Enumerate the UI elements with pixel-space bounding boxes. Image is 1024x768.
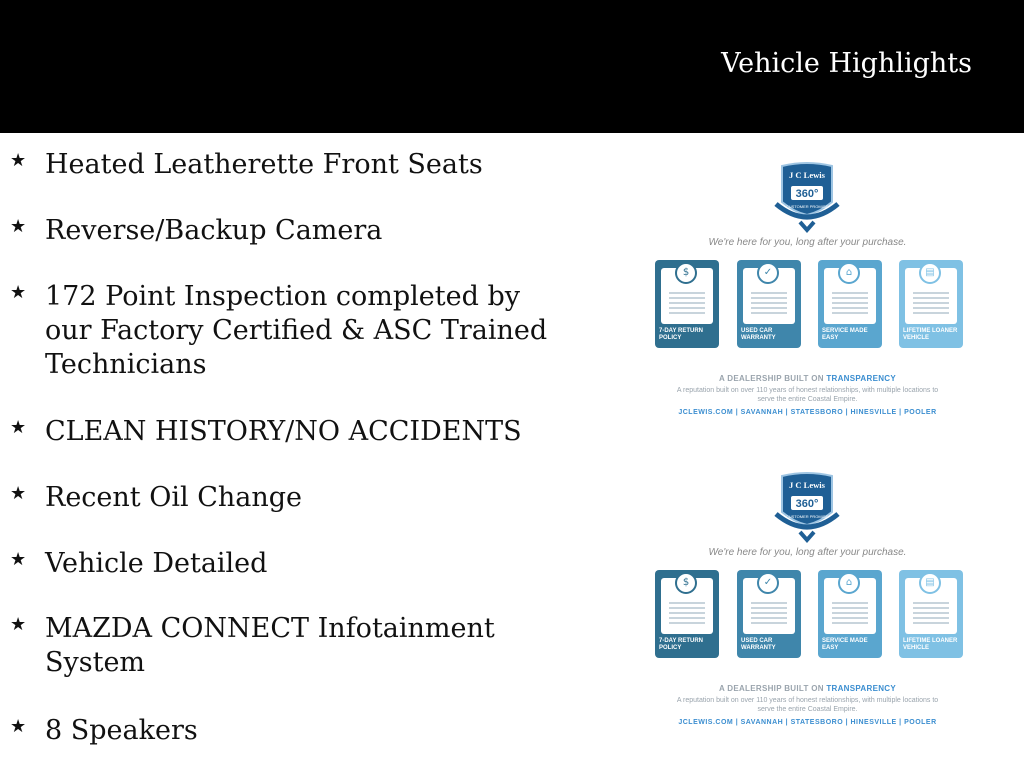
dollar-icon: $	[675, 262, 697, 284]
card-label: USED CAR	[741, 638, 773, 644]
card-label: POLICY	[659, 645, 682, 651]
card-label: WARRANTY	[741, 645, 776, 651]
logo-caption-text: CUSTOMER PROMISE	[785, 514, 829, 519]
promise-slogan: We're here for you, long after your purchase.	[708, 237, 907, 248]
promise-card-return	[655, 260, 719, 348]
star-icon: ★	[10, 549, 27, 570]
highlight-text: 172 Point Inspection completed by our Factory Certified & ASC Trained Technicians	[45, 281, 548, 380]
star-icon: ★	[10, 716, 27, 737]
card-label: VEHICLE	[903, 335, 930, 341]
promise-subtext: A reputation built on over 110 years of honest relationships, with multiple locations to serve the entire Coastal Empire.	[676, 697, 939, 713]
card-label: LIFETIME LOANER	[903, 638, 958, 644]
promise-website: JCLEWIS.COM | SAVANNAH | STATESBORO | HINESVILLE | POOLER	[678, 409, 937, 416]
highlight-text: CLEAN HISTORY/NO ACCIDENTS	[45, 416, 522, 447]
card-label: WARRANTY	[741, 335, 776, 341]
card-label: USED CAR	[741, 328, 773, 334]
dollar-icon: $	[675, 572, 697, 594]
highlight-text: Recent Oil Change	[45, 482, 303, 513]
logo-360-text: 360°	[795, 498, 819, 510]
promise-heading: A DEALERSHIP BUILT ON TRANSPARENCY	[718, 684, 897, 693]
house-icon: ⌂	[838, 262, 860, 284]
header-bar	[0, 0, 1024, 133]
promise-card-loaner	[899, 570, 963, 658]
highlight-text: Vehicle Detailed	[45, 548, 268, 579]
document-icon: ▤	[919, 262, 941, 284]
checkmark-icon: ✓	[757, 262, 779, 284]
customer-promise-graphic	[650, 160, 965, 425]
card-label: 7-DAY RETURN	[659, 638, 704, 644]
star-icon: ★	[10, 216, 27, 237]
promise-card-service	[818, 260, 882, 348]
promise-heading: A DEALERSHIP BUILT ON TRANSPARENCY	[718, 374, 897, 383]
promise-card-service	[818, 570, 882, 658]
page-title: Vehicle Highlights	[721, 48, 972, 79]
checkmark-icon: ✓	[757, 572, 779, 594]
star-icon: ★	[10, 614, 27, 635]
logo-brand-text: J C Lewis	[789, 480, 825, 490]
logo-caption-text: CUSTOMER PROMISE	[785, 204, 829, 209]
highlight-text: Heated Leatherette Front Seats	[45, 149, 483, 180]
card-label: POLICY	[659, 335, 682, 341]
logo-360-text: 360°	[795, 188, 819, 200]
document-icon: ▤	[919, 572, 941, 594]
promise-card-loaner	[899, 260, 963, 348]
promise-card-warranty	[737, 570, 801, 658]
promise-website: JCLEWIS.COM | SAVANNAH | STATESBORO | HINESVILLE | POOLER	[678, 719, 937, 726]
jc-lewis-360-logo	[650, 470, 965, 546]
card-label: 7-DAY RETURN	[659, 328, 704, 334]
card-label: VEHICLE	[903, 645, 930, 651]
star-icon: ★	[10, 417, 27, 438]
star-icon: ★	[10, 483, 27, 504]
card-label: EASY	[822, 645, 839, 651]
star-icon: ★	[10, 282, 27, 303]
card-label: SERVICE MADE	[822, 638, 868, 644]
promise-card-warranty	[737, 260, 801, 348]
logo-brand-text: J C Lewis	[789, 170, 825, 180]
highlight-text: 8 Speakers	[45, 715, 198, 746]
jc-lewis-360-logo	[650, 160, 965, 236]
promise-subtext: A reputation built on over 110 years of honest relationships, with multiple locations to serve the entire Coastal Empire.	[676, 387, 939, 403]
star-icon: ★	[10, 150, 27, 171]
highlight-text: MAZDA CONNECT Infotainment System	[45, 613, 495, 678]
promise-slogan: We're here for you, long after your purchase.	[708, 547, 907, 558]
card-label: EASY	[822, 335, 839, 341]
customer-promise-graphic	[650, 470, 965, 735]
house-icon: ⌂	[838, 572, 860, 594]
card-label: SERVICE MADE	[822, 328, 868, 334]
card-label: LIFETIME LOANER	[903, 328, 958, 334]
promise-card-return	[655, 570, 719, 658]
highlight-text: Reverse/Backup Camera	[45, 215, 383, 246]
